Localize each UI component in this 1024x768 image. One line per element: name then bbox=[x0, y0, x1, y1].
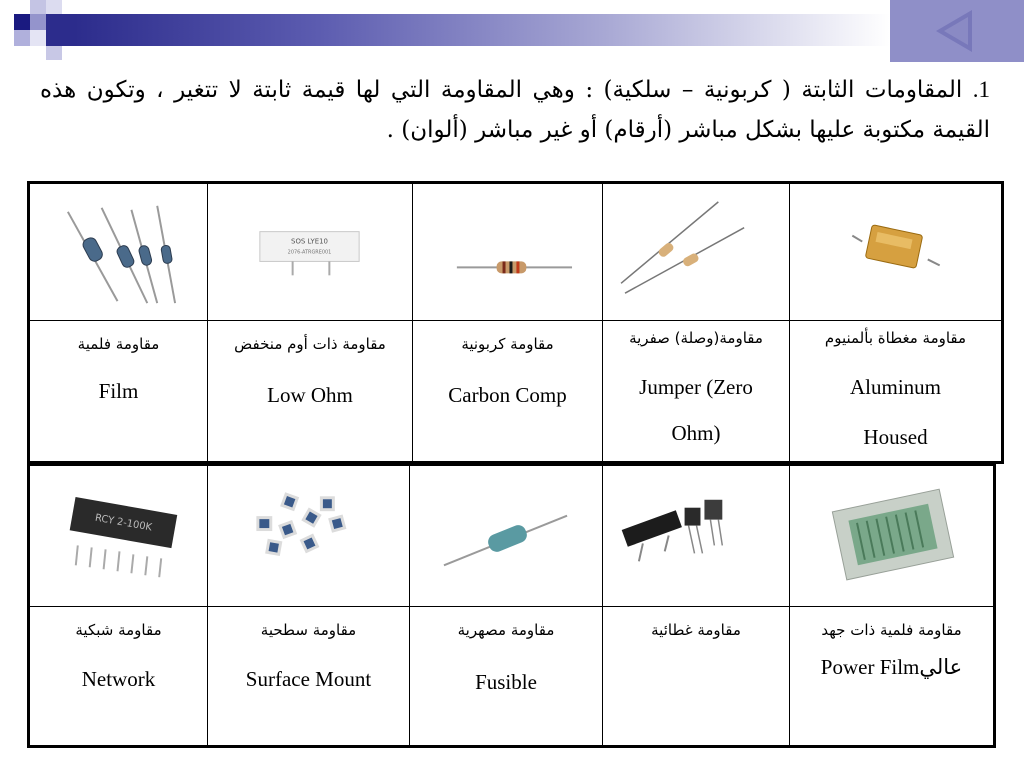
intro-text: المقاومات الثابتة ( كربونية – سلكية) : وهي المقاومة التي لها قيمة ثابتة لا تتغير ، وتكون هذه القيمة مكتوبة عليها بشكل مباشر (أرقام) أو غير مباشر (ألوان) . bbox=[40, 77, 990, 143]
svg-text:SOS LYE10: SOS LYE10 bbox=[291, 237, 328, 246]
label-cell-jumper bbox=[603, 321, 790, 464]
label-cell-aluminum bbox=[790, 321, 1001, 464]
label-cell-film bbox=[30, 321, 208, 464]
label-cell-fusible bbox=[410, 607, 603, 748]
svg-text:RCY 2-100K: RCY 2-100K bbox=[94, 512, 153, 534]
slide-header bbox=[0, 0, 1024, 64]
jumper-resistors-icon bbox=[603, 184, 789, 320]
list-number: 1. bbox=[972, 77, 991, 102]
smd-resistors-icon bbox=[208, 466, 409, 606]
resistor-table-top bbox=[27, 181, 1004, 464]
nav-previous-button[interactable] bbox=[890, 0, 1024, 62]
image-cell-jumper bbox=[603, 184, 790, 321]
aluminum-housed-resistor-icon bbox=[790, 184, 1001, 320]
carbon-comp-resistor-icon bbox=[413, 184, 602, 320]
label-en: Film bbox=[98, 379, 139, 403]
encapsulated-resistors-icon bbox=[603, 466, 789, 606]
low-ohm-resistor-icon bbox=[208, 184, 412, 320]
label-ar: مقاومة مصهرية bbox=[457, 621, 555, 639]
label-cell-smd bbox=[208, 607, 410, 748]
label-ar: مقاومة سطحية bbox=[260, 621, 357, 639]
label-cell-carbon-comp bbox=[413, 321, 603, 464]
image-cell-network bbox=[30, 466, 208, 607]
label-en: Jumper (Zero bbox=[639, 375, 753, 399]
header-gradient-band bbox=[74, 14, 890, 46]
image-cell-encapsulated bbox=[603, 466, 790, 607]
header-decor-squares bbox=[0, 0, 80, 64]
label-en-line2: Ohm) bbox=[671, 421, 721, 445]
label-cell-encapsulated bbox=[603, 607, 790, 748]
svg-text:2076-ATRGRE001: 2076-ATRGRE001 bbox=[287, 249, 332, 256]
image-cell-power-film bbox=[790, 466, 993, 607]
label-ar: مقاومة شبكية bbox=[75, 621, 162, 639]
film-resistors-icon bbox=[30, 184, 207, 320]
label-cell-power-film bbox=[790, 607, 993, 748]
label-ar: مقاومة ذات أوم منخفض bbox=[234, 335, 386, 353]
image-cell-fusible bbox=[410, 466, 603, 607]
network-resistor-icon bbox=[30, 466, 207, 606]
image-cell-carbon-comp bbox=[413, 184, 603, 321]
label-en-line2: Housed bbox=[863, 425, 928, 449]
image-cell-smd bbox=[208, 466, 410, 607]
label-ar: مقاومة(وصلة) صفرية bbox=[629, 329, 763, 347]
image-cell-film bbox=[30, 184, 208, 321]
label-en: Network bbox=[81, 667, 156, 691]
label-ar: مقاومة مغطاة بألمنيوم bbox=[824, 329, 967, 347]
label-ar: مقاومة فلمية bbox=[77, 335, 160, 353]
label-cell-low-ohm bbox=[208, 321, 413, 464]
resistor-table-bottom bbox=[27, 463, 996, 748]
image-cell-aluminum bbox=[790, 184, 1001, 321]
label-ar: مقاومة كربونية bbox=[461, 335, 554, 353]
image-cell-low-ohm bbox=[208, 184, 413, 321]
label-en: Low Ohm bbox=[267, 383, 353, 407]
label-ar: مقاومة فلمية ذات جهد bbox=[821, 621, 962, 639]
label-en: Surface Mount bbox=[245, 667, 372, 691]
label-en: Carbon Comp bbox=[448, 383, 567, 407]
intro-paragraph bbox=[40, 70, 990, 150]
power-film-resistor-icon bbox=[790, 466, 993, 606]
label-en: Fusible bbox=[475, 670, 537, 694]
label-en: Aluminum bbox=[849, 375, 941, 399]
label-ar: مقاومة غطائية bbox=[651, 621, 741, 639]
label-en: Power Filmعالي bbox=[820, 655, 963, 679]
label-cell-network bbox=[30, 607, 208, 748]
fusible-resistor-icon bbox=[410, 466, 602, 606]
